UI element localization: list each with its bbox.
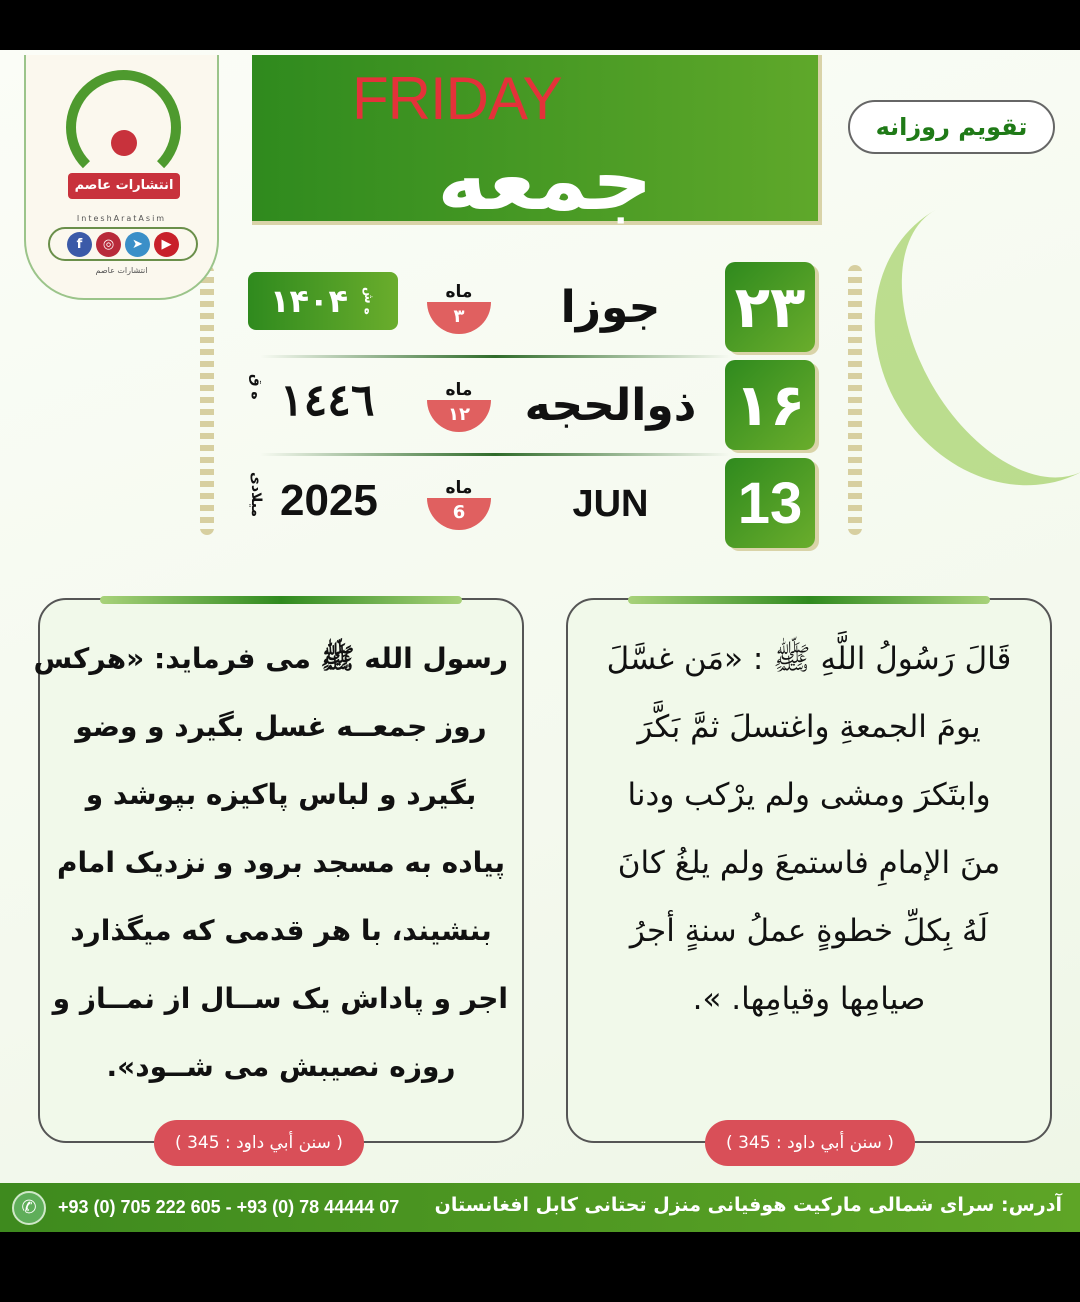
month-name: JUN <box>572 483 649 525</box>
hadith-line: بگیرد و لباس پاکیزه بپوشد و <box>85 778 477 811</box>
year: ١٤٤٦ <box>280 376 375 425</box>
footer-bar <box>0 1183 1080 1232</box>
month-number: 6 <box>427 498 491 530</box>
daily-calendar-badge: تقویم روزانه <box>848 100 1055 154</box>
divider <box>260 453 730 456</box>
day-name-fa: جمعه <box>437 131 653 229</box>
hadith-line: وابتَكرَ ومشى ولم يرْكب ودنا <box>627 777 991 813</box>
whatsapp-icon[interactable]: ✆ <box>12 1191 46 1225</box>
telegram-icon[interactable]: ➤ <box>125 232 150 257</box>
hadith-line: روز جمعــه غسل بگیرد و وضو <box>75 710 487 743</box>
publisher-logo <box>24 55 219 300</box>
month-badge <box>426 380 492 432</box>
hadith-arabic-reference: ( سنن أبي داود : 345 ) <box>705 1120 915 1166</box>
facebook-icon[interactable]: f <box>67 232 92 257</box>
era-suffix: ه ش <box>362 287 377 315</box>
address: آدرس: سرای شمالی مارکیت هوفیانی منزل تحتانی کابل افغانستان <box>434 1194 1062 1216</box>
month-number: ۱۲ <box>427 400 491 432</box>
logo-subtitle: انتشارات عاصم <box>95 266 148 275</box>
day-number: ۱۶ <box>725 360 815 450</box>
hadith-line: روزه نصیبش می شــود». <box>106 1050 456 1083</box>
emblem-dot <box>111 130 137 156</box>
hadith-arabic-card <box>566 598 1052 1143</box>
hadith-line: اجر و پاداش یک ســال از نمــاز و <box>52 982 508 1015</box>
card-accent <box>628 596 990 604</box>
year-box <box>248 272 398 330</box>
ornament-right <box>848 265 862 535</box>
card-accent <box>100 596 462 604</box>
social-links <box>48 227 198 261</box>
divider <box>260 355 730 358</box>
hadith-line: پیاده به مسجد برود و نزدیک امام <box>56 846 506 879</box>
hadith-line: صيامِها وقيامِها. ». <box>692 981 926 1017</box>
day-number: ۲۳ <box>725 262 815 352</box>
era-suffix: ه ق <box>248 374 264 400</box>
month-name: جوزا <box>560 282 661 333</box>
month-number: ۳ <box>427 302 491 334</box>
month-badge <box>426 478 492 530</box>
month-name: ذوالحجه <box>524 380 697 431</box>
year: 2025 <box>280 476 378 525</box>
day-number: 13 <box>725 458 815 548</box>
era-suffix: میلادی <box>248 472 264 518</box>
calendar-card <box>0 50 1080 1232</box>
month-label: ماه <box>445 478 473 498</box>
month-label: ماه <box>445 380 473 400</box>
day-name-en: FRIDAY <box>352 65 562 132</box>
hadith-line: منَ الإمامِ فاستمعَ ولم يلغُ كانَ <box>617 845 1001 881</box>
hadith-line: لَهُ بِكلِّ خطوةٍ عملُ سنةٍ أجرُ <box>629 913 989 949</box>
ornament-left <box>200 265 214 535</box>
year: ۱۴۰۴ <box>269 282 349 320</box>
logo-brand: InteshAratAsim <box>76 214 167 223</box>
month-label: ماه <box>445 282 473 302</box>
lunar-date-row <box>240 360 820 452</box>
hadith-line: رسول الله ﷺ می فرماید: «هرکس <box>33 642 508 675</box>
hadith-persian-reference: ( سنن أبي داود : 345 ) <box>154 1120 364 1166</box>
hadith-persian-card <box>33 598 524 1143</box>
hadith-line: قَالَ رَسُولُ اللَّهِ ﷺ : «مَن غسَّلَ <box>606 641 1012 677</box>
laurel-emblem <box>66 70 181 185</box>
gregorian-date-row <box>240 458 820 550</box>
instagram-icon[interactable]: ◎ <box>96 232 121 257</box>
logo-ribbon: انتشارات عاصم <box>68 173 180 199</box>
month-badge <box>426 282 492 334</box>
hadith-line: يومَ الجمعةِ واغتسلَ ثمَّ بَكَّرَ <box>637 709 981 745</box>
youtube-icon[interactable]: ▶ <box>154 232 179 257</box>
hadith-line: بنشیند، با هر قدمی که میگذارد <box>70 914 492 947</box>
phone-numbers: +93 (0) 705 222 605 - +93 (0) 78 44444 07 <box>58 1197 400 1217</box>
solar-date-row <box>240 262 820 354</box>
